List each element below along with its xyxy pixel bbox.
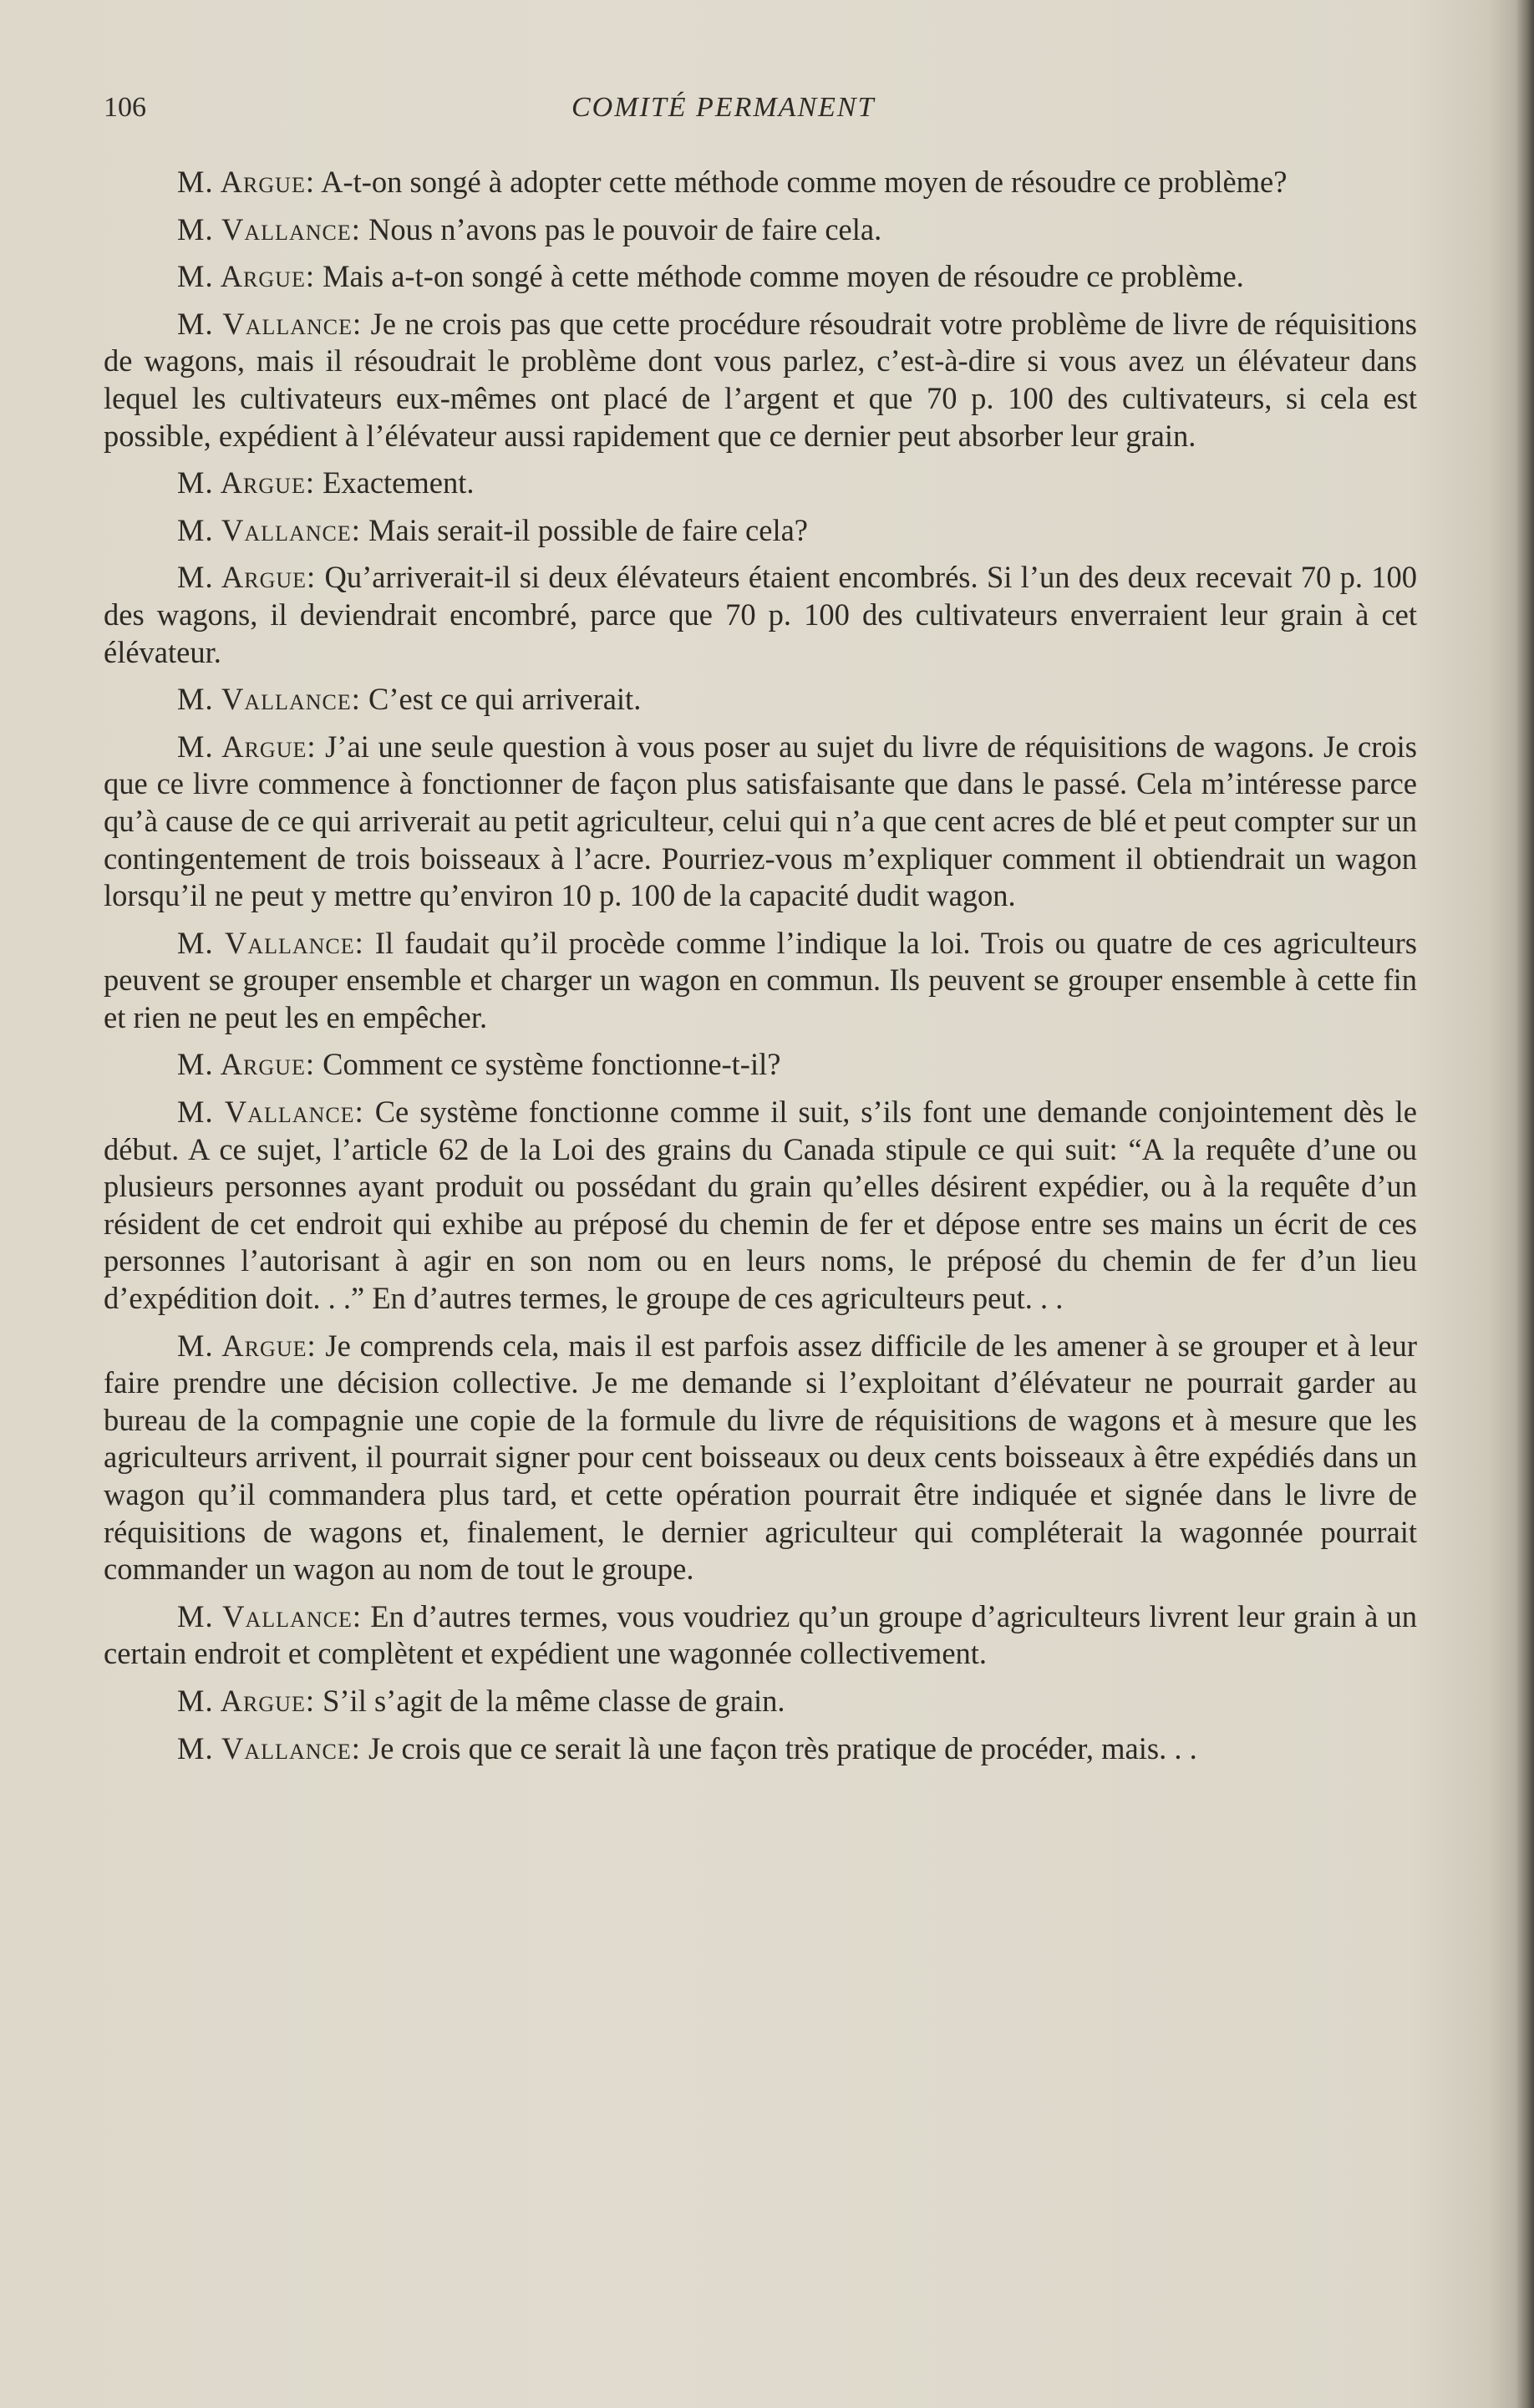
speaker-label: M. Vallance: <box>177 925 364 960</box>
transcript-paragraph <box>104 1094 1417 1318</box>
transcript-paragraph <box>104 306 1417 455</box>
speaker-label: M. Vallance: <box>177 306 363 341</box>
transcript-body <box>104 164 1417 1777</box>
transcript-paragraph <box>104 512 1417 550</box>
transcript-paragraph <box>104 258 1417 296</box>
utterance-text: Je crois que ce serait là une façon très pratique de procéder, mais. . . <box>360 1730 1197 1765</box>
utterance-text: En d’autres termes, vous voudriez qu’un groupe d’agriculteurs livrent leur grain à un certain endroit et complètent et expédient une wagonnée collectivement. <box>104 1598 1417 1671</box>
running-head: COMITÉ PERMANENT <box>571 92 876 123</box>
transcript-paragraph <box>104 1328 1417 1588</box>
utterance-text: J’ai une seule question à vous poser au sujet du livre de réquisitions de wagons. Je crois que ce livre commence à fonctionner de façon plus satisfaisante que dans le passé. Cela m’intéresse parce qu’à cause de ce qui arriverait au petit agriculteur, celui qui n’a que cent acres de blé et peut compter sur un contingentement de trois boisseaux à l’acre. Pourriez-vous m’expliquer comment il obtiendrait un wagon lorsqu’il ne peut y mettre qu’environ 10 p. 100 de la capacité dudit wagon. <box>104 729 1418 913</box>
utterance-text: Il faudait qu’il procède comme l’indique la loi. Trois ou quatre de ces agriculteurs peuvent se grouper ensemble et charger un wagon en commun. Ils peuvent se grouper ensemble à cette fin et rien ne peut les en empêcher. <box>104 925 1417 1034</box>
transcript-paragraph <box>104 465 1417 502</box>
page-edge-shadow <box>1516 0 1534 2408</box>
utterance-text: C’est ce qui arriverait. <box>360 682 642 717</box>
utterance-text: Mais a-t-on songé à cette méthode comme moyen de résoudre ce problème. <box>314 259 1244 294</box>
transcript-paragraph <box>104 925 1417 1037</box>
speaker-label: M. Argue: <box>177 1047 315 1082</box>
speaker-label: M. Vallance: <box>177 1730 361 1765</box>
speaker-label: M. Vallance: <box>177 1598 362 1633</box>
utterance-text: S’il s’agit de la même classe de grain. <box>314 1683 785 1718</box>
utterance-text: Je comprends cela, mais il est parfois assez difficile de les amener à se grouper et à leur faire prendre une décision collective. Je me demande si l’exploitant d’élévateur ne pourrait garder au bureau de la compagnie une copie de la formule du livre de réquisitions de wagons et à mesure que les agriculteurs arrivent, il pourrait signer pour cent boisseaux ou deux cents boisseaux à être expédiés dans un wagon qu’il commandera plus tard, et cette opération pourrait être indiquée et signée dans le livre de réquisitions de wagons et, finalement, le dernier agriculteur qui compléterait la wagonnée pourrait commander un wagon au nom de tout le groupe. <box>104 1328 1418 1587</box>
speaker-label: M. Vallance: <box>177 512 361 547</box>
transcript-paragraph <box>104 164 1417 201</box>
speaker-label: M. Argue: <box>177 465 315 500</box>
speaker-label: M. Vallance: <box>177 1095 364 1130</box>
speaker-label: M. Argue: <box>177 1328 317 1363</box>
utterance-text: Nous n’avons pas le pouvoir de faire cela. <box>360 211 882 246</box>
transcript-paragraph <box>104 1683 1417 1720</box>
utterance-text: Comment ce système fonctionne-t-il? <box>314 1047 781 1082</box>
transcript-paragraph <box>104 1598 1417 1673</box>
utterance-text: A-t-on songé à adopter cette méthode comme moyen de résoudre ce problème? <box>314 165 1288 199</box>
page-number: 106 <box>104 92 146 123</box>
speaker-label: M. Vallance: <box>177 211 361 246</box>
transcript-paragraph <box>104 1046 1417 1084</box>
utterance-text: Exactement. <box>314 465 475 500</box>
speaker-label: M. Argue: <box>177 729 317 764</box>
utterance-text: Qu’arriverait-il si deux élévateurs étaient encombrés. Si l’un des deux recevait 70 p. 100 des wagons, il deviendrait encombré, parce que 70 p. 100 des cultivateurs enverraient leur grain à cet élévateur. <box>104 560 1418 669</box>
speaker-label: M. Argue: <box>177 560 317 595</box>
page-header <box>104 92 1420 132</box>
transcript-paragraph <box>104 211 1417 249</box>
speaker-label: M. Argue: <box>177 165 315 199</box>
speaker-label: M. Argue: <box>177 259 315 294</box>
speaker-label: M. Vallance: <box>177 682 361 717</box>
utterance-text: Ce système fonctionne comme il suit, s’ils font une demande conjointement dès le début. A ce sujet, l’article 62 de la Loi des grains du Canada stipule ce qui suit: “A la requête d’une ou plusieurs personnes ayant produit ou possédant du grain qu’elles désirent expédier, ou à la requête d’un résident de cet endroit qui exhibe au préposé du chemin de fer et dépose entre ses mains un écrit de ces personnes l’autorisant à agir en son nom ou en leurs noms, le préposé du chemin de fer d’un lieu d’expédition doit. . .” En d’autres termes, le groupe de ces agriculteurs peut. . . <box>104 1095 1417 1316</box>
speaker-label: M. Argue: <box>177 1683 315 1718</box>
transcript-paragraph <box>104 1730 1417 1768</box>
transcript-paragraph <box>104 681 1417 719</box>
utterance-text: Je ne crois pas que cette procédure résoudrait votre problème de livre de réquisitions de wagons, mais il résoudrait le problème dont vous parlez, c’est-à-dire si vous avez un élévateur dans lequel les cultivateurs eux-mêmes ont placé de l’argent et que 70 p. 100 des cultivateurs, si cela est possible, expédient à l’élévateur aussi rapidement que ce dernier peut absorber leur grain. <box>104 306 1417 453</box>
transcript-paragraph <box>104 559 1417 671</box>
utterance-text: Mais serait-il possible de faire cela? <box>360 512 808 547</box>
transcript-paragraph <box>104 729 1417 915</box>
